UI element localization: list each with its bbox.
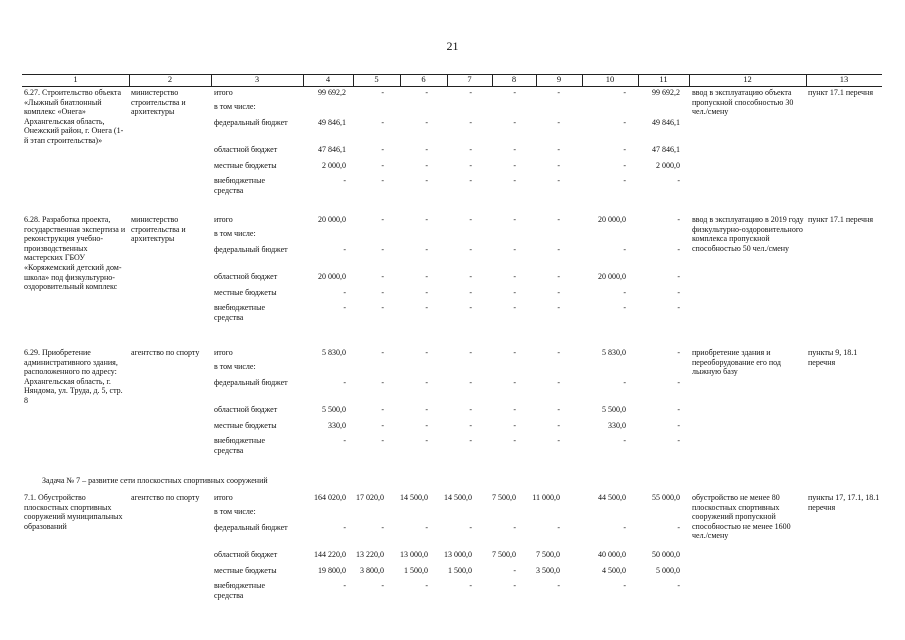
row-value: - [469,581,472,590]
row-value: - [425,405,428,414]
row-value: 330,0 [328,421,346,430]
section-result: ввод в эксплуатацию в 2019 году физкультурно-оздоровительного комплекса пропускной способностью 50 чел./смену [692,215,804,253]
row-value: 330,0 [608,421,626,430]
row-value: - [557,523,560,532]
row-value: - [469,303,472,312]
section-executor: министерство строительства и архитектуры [131,215,186,244]
row-value: - [677,405,680,414]
row-label: федеральный бюджет [214,523,288,532]
row-value: - [557,581,560,590]
row-value: - [513,523,516,532]
row-value: - [513,161,516,170]
row-value: - [343,303,346,312]
row-value: - [513,88,516,97]
section-name: 7.1. Обустройство плоскостных спортивных сооружений муниципальных образований [24,493,123,531]
page-number: 21 [446,39,459,53]
row-value: - [469,436,472,445]
row-value: - [343,523,346,532]
row-value: 2 000,0 [656,161,680,170]
row-value: - [677,348,680,357]
row-value: 47 846,1 [652,145,680,154]
row-value: - [425,245,428,254]
row-value: - [469,523,472,532]
row-value: - [469,88,472,97]
row-label: итого [214,88,233,97]
row-value: - [469,288,472,297]
row-label: в том числе: [214,507,256,516]
row-value: - [425,118,428,127]
row-label: внебюджетные средства [214,176,265,195]
row-label: федеральный бюджет [214,378,288,387]
row-value: 5 830,0 [322,348,346,357]
row-value: 7 500,0 [536,550,560,559]
row-value: 50 000,0 [652,550,680,559]
row-value: - [381,118,384,127]
row-value: - [623,581,626,590]
section-name: 6.29. Приобретение административного здания, расположенного по адресу: Архангельская область, г. Няндома, ул. Труда, д. 5, стр. 8 [24,348,123,405]
section-executor: агентство по спорту [131,348,200,357]
section-reference: пункты 17, 17.1, 18.1 перечня [808,493,880,512]
row-value: - [381,378,384,387]
row-value: 55 000,0 [652,493,680,502]
row-value: - [343,176,346,185]
section-result: обустройство не менее 80 плоскостных спортивных сооружений пропускной способностью не менее 1600 чел./смену [692,493,791,541]
row-value: 5 500,0 [602,405,626,414]
row-value: - [677,378,680,387]
row-label: местные бюджеты [214,421,277,430]
row-value: - [469,272,472,281]
row-value: - [469,176,472,185]
row-value: - [381,581,384,590]
row-value: - [343,378,346,387]
row-value: - [469,245,472,254]
row-value: - [469,118,472,127]
row-value: - [381,421,384,430]
task-heading: Задача № 7 – развитие сети плоскостных спортивных сооружений [42,476,268,485]
row-value: - [381,523,384,532]
row-label: итого [214,348,233,357]
row-value: - [381,348,384,357]
row-value: 49 846,1 [652,118,680,127]
row-value: - [557,88,560,97]
row-value: - [513,145,516,154]
row-value: - [557,176,560,185]
row-label: итого [214,493,233,502]
row-value: - [381,303,384,312]
row-value: - [677,436,680,445]
row-label: в том числе: [214,102,256,111]
row-value: - [513,436,516,445]
row-value: - [425,145,428,154]
row-value: 164 020,0 [314,493,346,502]
row-value: - [557,215,560,224]
column-header-2: 2 [167,74,173,84]
row-value: 19 800,0 [318,566,346,575]
row-value: 5 500,0 [322,405,346,414]
row-value: 13 000,0 [400,550,428,559]
row-value: - [623,176,626,185]
row-value: - [557,145,560,154]
column-header-10: 10 [605,74,615,84]
row-value: 2 000,0 [322,161,346,170]
row-value: - [425,161,428,170]
row-value: 3 500,0 [536,566,560,575]
row-value: - [425,581,428,590]
row-label: федеральный бюджет [214,118,288,127]
row-value: 13 000,0 [444,550,472,559]
row-value: - [623,245,626,254]
row-value: 1 500,0 [404,566,428,575]
row-label: внебюджетные средства [214,436,265,455]
row-value: - [513,566,516,575]
row-value: - [623,303,626,312]
row-label: местные бюджеты [214,566,277,575]
row-value: - [623,288,626,297]
column-header-12: 12 [743,74,752,84]
row-value: - [557,161,560,170]
row-value: - [513,303,516,312]
row-value: - [677,215,680,224]
row-value: - [513,272,516,281]
row-value: - [469,161,472,170]
row-value: - [381,88,384,97]
row-value: - [381,272,384,281]
row-value: - [513,348,516,357]
column-header-8: 8 [511,74,517,84]
row-value: 40 000,0 [598,550,626,559]
row-value: - [425,88,428,97]
row-label: местные бюджеты [214,161,277,170]
row-value: - [343,288,346,297]
row-value: - [557,272,560,281]
row-value: - [425,436,428,445]
column-header-13: 13 [839,74,849,84]
row-value: - [381,161,384,170]
row-label: местные бюджеты [214,288,277,297]
table-header-row [22,74,882,87]
row-value: - [623,378,626,387]
row-value: - [557,378,560,387]
row-value: 5 000,0 [656,566,680,575]
row-value: - [557,421,560,430]
row-value: 4 500,0 [602,566,626,575]
row-value: 20 000,0 [598,215,626,224]
row-value: - [381,405,384,414]
row-value: 49 846,1 [318,118,346,127]
row-value: - [343,436,346,445]
row-label: в том числе: [214,362,256,371]
row-value: - [557,303,560,312]
row-value: - [557,436,560,445]
row-value: - [623,523,626,532]
row-value: - [425,215,428,224]
row-label: областной бюджет [214,272,278,281]
row-value: - [623,88,626,97]
row-value: 20 000,0 [598,272,626,281]
row-value: - [513,378,516,387]
row-value: 47 846,1 [318,145,346,154]
row-value: - [425,303,428,312]
row-value: - [513,118,516,127]
row-value: - [623,436,626,445]
row-value: - [677,272,680,281]
row-value: 144 220,0 [314,550,346,559]
row-label: в том числе: [214,229,256,238]
section-reference: пункт 17.1 перечня [808,88,874,97]
row-value: 20 000,0 [318,215,346,224]
row-value: 44 500,0 [598,493,626,502]
row-value: - [425,421,428,430]
row-label: областной бюджет [214,405,278,414]
row-value: - [381,436,384,445]
column-header-6: 6 [421,74,426,84]
row-value: - [425,176,428,185]
row-value: - [343,245,346,254]
section-reference: пункты 9, 18.1 перечня [808,348,858,367]
row-value: - [677,288,680,297]
row-value: - [513,581,516,590]
section-reference: пункт 17.1 перечня [808,215,874,224]
section-name: 6.28. Разработка проекта, государственная экспертиза и реконструкция учебно-производственных мастерских ГБОУ «Коряжемский детский дом-школа» под физкультурно-оздоровительный комплекс [24,215,126,292]
row-value: - [469,348,472,357]
column-header-11: 11 [659,74,668,84]
row-value: - [513,245,516,254]
row-value: - [381,176,384,185]
row-value: - [381,145,384,154]
row-label: областной бюджет [214,550,278,559]
row-value: 7 500,0 [492,550,516,559]
row-value: - [513,405,516,414]
row-value: - [425,272,428,281]
row-value: - [513,176,516,185]
row-value: - [677,245,680,254]
row-label: областной бюджет [214,145,278,154]
row-label: внебюджетные средства [214,581,265,600]
row-value: 1 500,0 [448,566,472,575]
row-label: итого [214,215,233,224]
row-value: - [677,523,680,532]
row-value: - [677,581,680,590]
row-value: - [557,245,560,254]
column-header-4: 4 [325,74,331,84]
row-label: федеральный бюджет [214,245,288,254]
row-value: 11 000,0 [532,493,560,502]
row-value: 7 500,0 [492,493,516,502]
row-value: - [381,245,384,254]
section-result: ввод в эксплуатацию объекта пропускной способностью 30 чел./смену [692,88,794,117]
row-label: внебюджетные средства [214,303,265,322]
column-header-9: 9 [556,74,562,84]
row-value: - [557,405,560,414]
row-value: 14 500,0 [444,493,472,502]
row-value: - [677,303,680,312]
row-value: - [381,288,384,297]
section-result: приобретение здания и переоборудование его под лыжную базу [692,348,782,377]
row-value: - [425,523,428,532]
row-value: 99 692,2 [318,88,346,97]
row-value: 13 220,0 [356,550,384,559]
row-value: - [469,421,472,430]
row-value: - [677,176,680,185]
row-value: - [677,421,680,430]
row-value: 20 000,0 [318,272,346,281]
row-value: 17 020,0 [356,493,384,502]
row-value: - [623,118,626,127]
row-value: - [557,348,560,357]
section-executor: агентство по спорту [131,493,200,502]
row-value: - [513,215,516,224]
row-value: - [557,288,560,297]
row-value: 3 800,0 [360,566,384,575]
row-value: - [513,288,516,297]
row-value: - [513,421,516,430]
row-value: - [623,145,626,154]
column-header-1: 1 [73,74,78,84]
section-name: 6.27. Строительство объекта «Лыжный биатлонный комплекс «Онега» Архангельская область, Онежский район, г. Онега (1-й этап строительства)» [24,88,124,145]
row-value: - [425,288,428,297]
row-value: - [469,145,472,154]
row-value: - [469,378,472,387]
row-value: - [469,215,472,224]
row-value: - [425,378,428,387]
row-value: - [557,118,560,127]
row-value: - [469,405,472,414]
row-value: 14 500,0 [400,493,428,502]
row-value: - [343,581,346,590]
section-executor: министерство строительства и архитектуры [131,88,186,117]
row-value: - [381,215,384,224]
row-value: - [623,161,626,170]
row-value: - [425,348,428,357]
column-header-7: 7 [467,74,472,84]
column-header-5: 5 [374,74,379,84]
column-header-3: 3 [254,74,260,84]
row-value: 5 830,0 [602,348,626,357]
row-value: 99 692,2 [652,88,680,97]
